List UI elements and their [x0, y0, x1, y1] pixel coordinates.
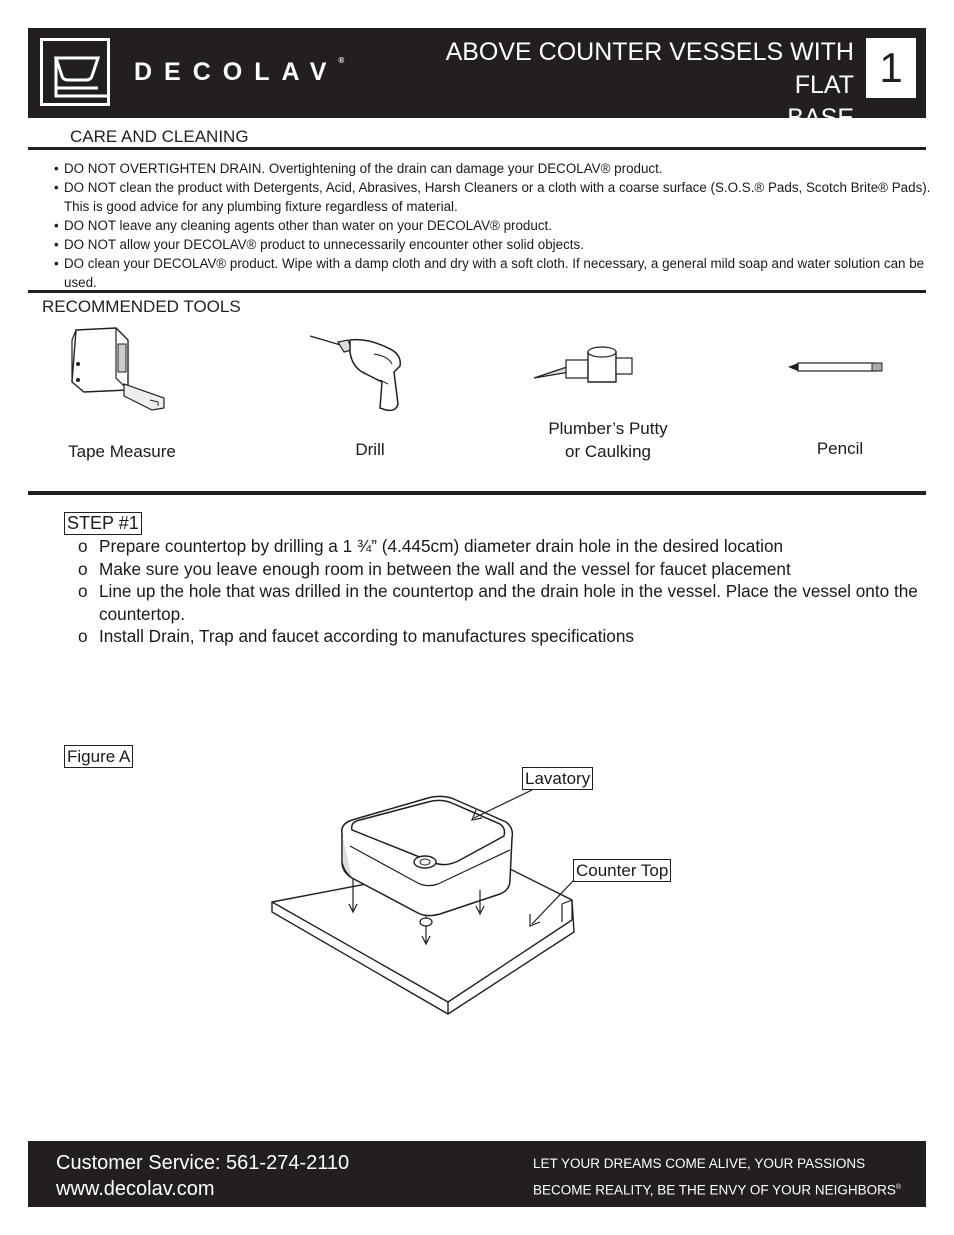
drill-icon: [308, 332, 408, 414]
pencil-icon: [786, 360, 886, 374]
decolav-logo-icon: [40, 38, 110, 106]
care-heading: CARE AND CLEANING: [70, 127, 249, 146]
website-link[interactable]: www.decolav.com: [56, 1178, 215, 1200]
step-list: [78, 535, 928, 648]
list-item: o Make sure you leave enough room in between the wall and the vessel for faucet placement: [78, 558, 928, 581]
divider: [28, 147, 926, 150]
step-heading: STEP #1: [64, 512, 142, 535]
tool-label-drill: Drill: [355, 440, 385, 459]
tool-label-tape-measure: Tape Measure: [68, 442, 176, 461]
installation-diagram: [260, 790, 600, 1020]
slogan: LET YOUR DREAMS COME ALIVE, YOUR PASSIONS BECOME REALITY, BE THE ENVY OF YOUR NEIGHBORS®: [533, 1156, 902, 1198]
tape-measure-icon: [66, 326, 170, 416]
customer-service-phone: Customer Service: 561-274-2110: [56, 1152, 350, 1174]
list-item: • DO clean your DECOLAV® product. Wipe with a damp cloth and dry with a soft cloth. If necessary, a general mild soap and water solution can be used.: [54, 254, 944, 292]
brand-name: DECOLAV®: [134, 56, 345, 86]
list-item: • DO NOT clean the product with Detergents, Acid, Abrasives, Harsh Cleaners or a cloth with a coarse surface (S.O.S.® Pads, Scotch Brite® Pads). This is good advice for any plumbing fixture regardless of material.: [54, 178, 944, 216]
header-bar: [28, 28, 926, 132]
document-title: ABOVE COUNTER VESSELS WITH FLAT BASE: [445, 38, 854, 132]
callout-lavatory: Lavatory: [522, 767, 593, 790]
divider: [28, 290, 926, 293]
list-item: o Line up the hole that was drilled in the countertop and the drain hole in the vessel. Place the vessel onto the countertop.: [78, 580, 928, 625]
list-item: • DO NOT leave any cleaning agents other than water on your DECOLAV® product.: [54, 216, 944, 235]
tool-label-putty: Plumber’s Putty or Caulking: [548, 419, 668, 461]
page-number: 1: [866, 38, 916, 98]
tools-heading: RECOMMENDED TOOLS: [42, 297, 241, 316]
care-list: [54, 159, 944, 292]
callout-counter-top: Counter Top: [573, 859, 671, 882]
list-item: o Install Drain, Trap and faucet according to manufactures specifications: [78, 625, 928, 648]
footer-bar: [28, 1141, 926, 1207]
contact-info: [56, 1150, 349, 1202]
figure-label: Figure A: [64, 745, 133, 768]
list-item: • DO NOT allow your DECOLAV® product to unnecessarily encounter other solid objects.: [54, 235, 944, 254]
tool-label-pencil: Pencil: [816, 439, 864, 458]
caulk-gun-icon: [530, 342, 636, 388]
divider: [28, 491, 926, 495]
list-item: • DO NOT OVERTIGHTEN DRAIN. Overtightening of the drain can damage your DECOLAV® product.: [54, 159, 944, 178]
list-item: o Prepare countertop by drilling a 1 ¾” (4.445cm) diameter drain hole in the desired location: [78, 535, 928, 558]
